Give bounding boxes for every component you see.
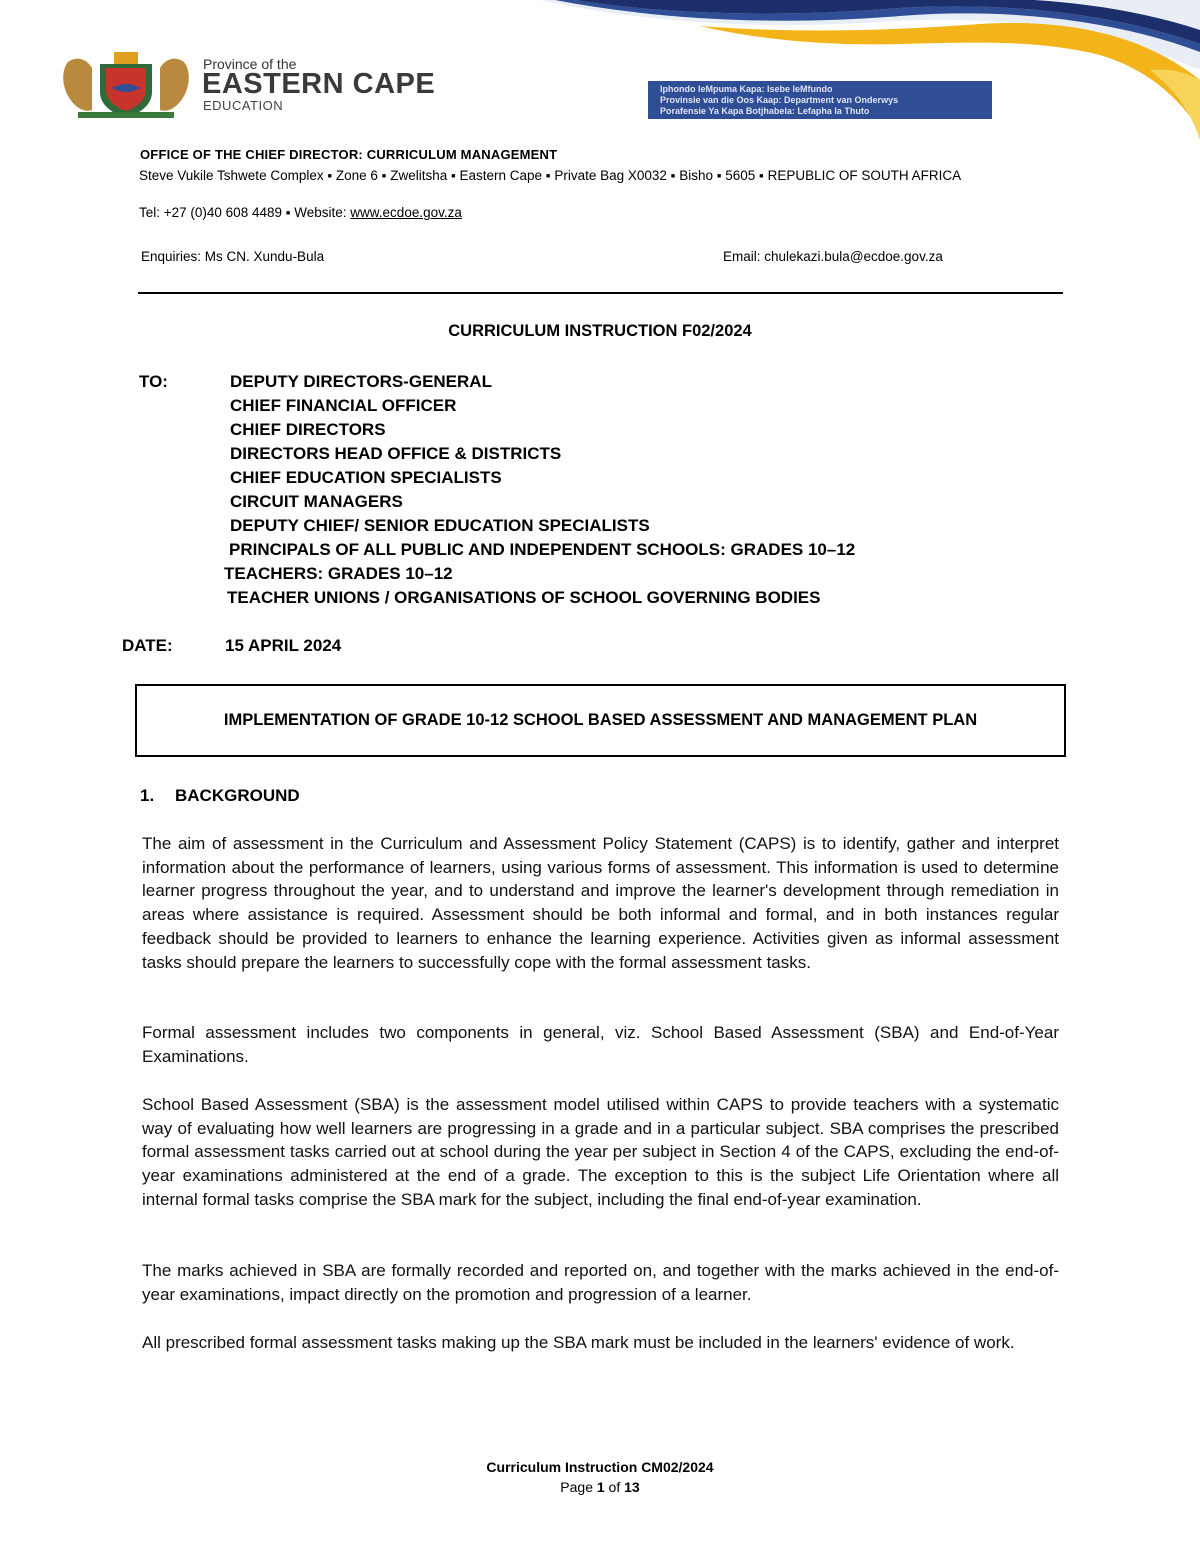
body-paragraph: The marks achieved in SBA are formally recorded and reported on, and together with the marks achieved in the end-of-year examinations, impact directly on the promotion and progression of a learner. (142, 1261, 1059, 1304)
date-value: 15 APRIL 2024 (225, 636, 342, 655)
subject-text: IMPLEMENTATION OF GRADE 10-12 SCHOOL BASED ASSESSMENT AND MANAGEMENT PLAN (223, 711, 978, 729)
banner-line-sotho: Porafensie Ya Kapa Botjhabela: Lefapha la Thuto (660, 106, 870, 116)
recipient-item: DEPUTY DIRECTORS-GENERAL (230, 372, 492, 391)
website-link[interactable]: www.ecdoe.gov.za (350, 205, 462, 220)
office-title: OFFICE OF THE CHIEF DIRECTOR: CURRICULUM MANAGEMENT (140, 147, 558, 162)
recipient-item: CHIEF EDUCATION SPECIALISTS (230, 468, 502, 487)
banner-line-xhosa: Iphondo leMpuma Kapa: Isebe leMfundo (660, 84, 833, 94)
recipient-item: PRINCIPALS OF ALL PUBLIC AND INDEPENDENT SCHOOLS: GRADES 10–12 (229, 540, 856, 559)
header-divider (138, 292, 1063, 294)
page-prefix: Page (560, 1479, 597, 1495)
page-total: 13 (624, 1479, 640, 1495)
body-paragraph: All prescribed formal assessment tasks making up the SBA mark must be included in the learners' evidence of work. (142, 1333, 1015, 1352)
footer-title: Curriculum Instruction CM02/2024 (486, 1459, 714, 1475)
recipient-item: TEACHER UNIONS / ORGANISATIONS OF SCHOOL GOVERNING BODIES (227, 588, 821, 607)
recipient-item: DEPUTY CHIEF/ SENIOR EDUCATION SPECIALISTS (230, 516, 650, 535)
section-title: BACKGROUND (175, 786, 300, 805)
instruction-title: CURRICULUM INSTRUCTION F02/2024 (448, 322, 752, 340)
subject-box (135, 684, 1066, 757)
office-contact (139, 205, 462, 220)
to-label: TO: (139, 372, 168, 391)
body-paragraph: The aim of assessment in the Curriculum and Assessment Policy Statement (CAPS) is to identify, gather and interpret information about the performance of learners, using various forms of assessment. This information is used to determine learner progress throughout the year, and to understand and improve the learner's development through remediation in areas where assistance is required. Assessment should be both informal and formal, and in both instances regular feedback should be provided to learners to enhance the learning experience. Activities given as informal assessment tasks should prepare the learners to successfully cope with the formal assessment tasks. (142, 834, 1059, 972)
date-label: DATE: (122, 636, 173, 655)
recipient-item: TEACHERS: GRADES 10–12 (224, 564, 453, 583)
logo-line-province: Province of the (203, 56, 297, 72)
language-banner (648, 81, 992, 119)
page-current: 1 (596, 1479, 605, 1495)
body-paragraph: School Based Assessment (SBA) is the assessment model utilised within CAPS to provide teachers with a systematic way of evaluating how well learners are progressing in a grade and in a particular subject. SBA comprises the prescribed formal assessment tasks carried out at school during the year per subject in Section 4 of the CAPS, excluding the end-of-year examinations administered at the end of a grade. The exception to this is the subject Life Orientation where all internal formal tasks comprise the SBA mark for the subject, including the final end-of-year examination. (142, 1095, 1059, 1209)
office-address: Steve Vukile Tshwete Complex ▪ Zone 6 ▪ Zwelitsha ▪ Eastern Cape ▪ Private Bag X0032 ▪ Bisho ▪ 5605 ▪ REPUBLIC OF SOUTH AFRICA (139, 168, 962, 183)
email-contact: Email: chulekazi.bula@ecdoe.gov.za (723, 249, 943, 264)
enquiries: Enquiries: Ms CN. Xundu-Bula (141, 249, 325, 264)
recipient-item: DIRECTORS HEAD OFFICE & DISTRICTS (230, 444, 562, 463)
recipient-item: CIRCUIT MANAGERS (230, 492, 403, 511)
logo-line-education: EDUCATION (203, 98, 284, 113)
body-paragraph: Formal assessment includes two components in general, viz. School Based Assessment (SBA) and End-of-Year Examinations. (142, 1023, 1059, 1066)
page-mid: of (604, 1479, 625, 1495)
footer-page-number (0, 1479, 1200, 1495)
section-number: 1. (140, 786, 155, 805)
logo-line-eastern-cape: EASTERN CAPE (202, 68, 436, 100)
recipient-item: CHIEF FINANCIAL OFFICER (230, 396, 457, 415)
coat-of-arms-icon (58, 48, 194, 120)
office-tel: Tel: +27 (0)40 608 4489 ▪ Website: (139, 205, 351, 220)
banner-line-afrikaans: Provinsie van die Oos Kaap: Department van Onderwys (660, 95, 899, 105)
recipient-item: CHIEF DIRECTORS (230, 420, 386, 439)
